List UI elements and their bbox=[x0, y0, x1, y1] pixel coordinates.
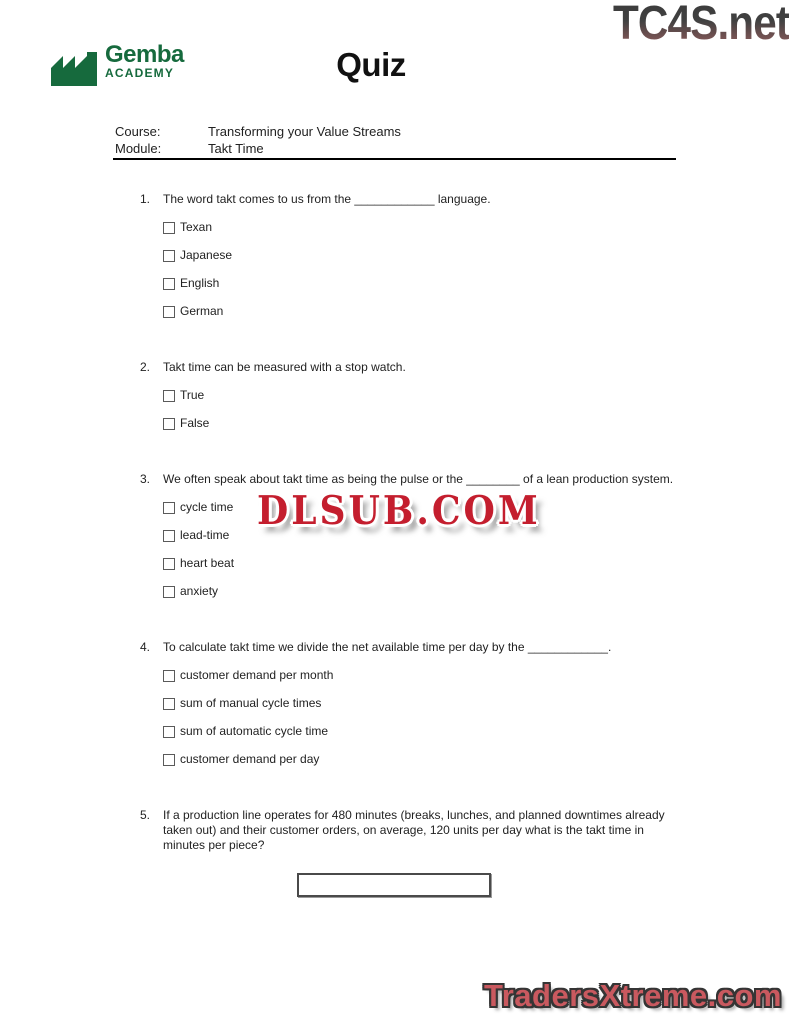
answer-option[interactable] bbox=[163, 389, 677, 402]
answer-option[interactable] bbox=[163, 417, 677, 430]
course-value: Transforming your Value Streams bbox=[208, 124, 401, 139]
option-label: Texan bbox=[180, 220, 213, 234]
question-body bbox=[163, 808, 677, 897]
option-label: cycle time bbox=[180, 500, 234, 514]
checkbox-icon[interactable] bbox=[163, 278, 175, 290]
question bbox=[140, 640, 677, 766]
option-label: anxiety bbox=[180, 584, 219, 598]
option-label: customer demand per month bbox=[180, 668, 334, 682]
question-text: Takt time can be measured with a stop watch. bbox=[163, 360, 406, 374]
question-text: To calculate takt time we divide the net available time per day by the ____________. bbox=[163, 640, 612, 654]
checkbox-icon[interactable] bbox=[163, 698, 175, 710]
module-label: Module: bbox=[115, 141, 162, 156]
checkbox-icon[interactable] bbox=[163, 306, 175, 318]
checkbox-icon[interactable] bbox=[163, 390, 175, 402]
watermark-dlsub: DLSUB.COM bbox=[257, 488, 541, 534]
answer-option[interactable] bbox=[163, 557, 677, 570]
answer-option[interactable] bbox=[163, 725, 677, 738]
watermark-tc4s: TC4S.net bbox=[613, 0, 789, 51]
checkbox-icon[interactable] bbox=[163, 222, 175, 234]
logo-subtitle: ACADEMY bbox=[105, 66, 175, 80]
option-label: sum of automatic cycle time bbox=[180, 724, 329, 738]
checkbox-icon[interactable] bbox=[163, 418, 175, 430]
options-list bbox=[163, 669, 677, 766]
course-module-header bbox=[115, 123, 401, 157]
answer-input[interactable] bbox=[297, 873, 491, 897]
answer-option[interactable] bbox=[163, 249, 677, 262]
checkbox-icon[interactable] bbox=[163, 586, 175, 598]
checkbox-icon[interactable] bbox=[163, 558, 175, 570]
question-text: The word takt comes to us from the ____________ language. bbox=[163, 192, 491, 206]
option-label: customer demand per day bbox=[180, 752, 320, 766]
answer-option[interactable] bbox=[163, 221, 677, 234]
options-list bbox=[163, 221, 677, 318]
option-label: lead-time bbox=[180, 528, 230, 542]
question-number: 4. bbox=[140, 640, 151, 654]
question-body bbox=[163, 192, 677, 318]
option-label: Japanese bbox=[180, 248, 233, 262]
answer-option[interactable] bbox=[163, 669, 677, 682]
question-number: 2. bbox=[140, 360, 151, 374]
watermark-tradersxtreme: TradersXtreme.com bbox=[484, 978, 782, 1013]
checkbox-icon[interactable] bbox=[163, 726, 175, 738]
option-label: German bbox=[180, 304, 224, 318]
checkbox-icon[interactable] bbox=[163, 250, 175, 262]
question bbox=[140, 808, 677, 897]
checkbox-icon[interactable] bbox=[163, 670, 175, 682]
questions-list bbox=[140, 192, 677, 939]
answer-option[interactable] bbox=[163, 697, 677, 710]
option-label: heart beat bbox=[180, 556, 235, 570]
answer-option[interactable] bbox=[163, 753, 677, 766]
question-number: 5. bbox=[140, 808, 151, 822]
options-list bbox=[163, 389, 677, 430]
module-row bbox=[115, 140, 401, 157]
course-label: Course: bbox=[115, 124, 161, 139]
checkbox-icon[interactable] bbox=[163, 502, 175, 514]
answer-option[interactable] bbox=[163, 277, 677, 290]
header-divider bbox=[113, 158, 676, 160]
option-label: sum of manual cycle times bbox=[180, 696, 322, 710]
question bbox=[140, 192, 677, 318]
course-row bbox=[115, 123, 401, 140]
option-label: True bbox=[180, 388, 205, 402]
checkbox-icon[interactable] bbox=[163, 530, 175, 542]
question-text: We often speak about takt time as being the pulse or the ________ of a lean production system. bbox=[163, 472, 674, 486]
question bbox=[140, 360, 677, 430]
question-body bbox=[163, 640, 677, 766]
option-label: English bbox=[180, 276, 220, 290]
question-number: 1. bbox=[140, 192, 151, 206]
answer-option[interactable] bbox=[163, 585, 677, 598]
checkbox-icon[interactable] bbox=[163, 754, 175, 766]
option-label: False bbox=[180, 416, 210, 430]
question-number: 3. bbox=[140, 472, 151, 486]
page-title: Quiz bbox=[336, 46, 406, 83]
logo-name: Gemba bbox=[105, 41, 184, 68]
answer-option[interactable] bbox=[163, 305, 677, 318]
question-body bbox=[163, 360, 677, 430]
module-value: Takt Time bbox=[208, 141, 264, 156]
question-text: If a production line operates for 480 minutes (breaks, lunches, and planned downtimes already taken out) and their customer orders, on average, 120 units per day what is the takt time in minutes per piece? bbox=[163, 808, 665, 852]
